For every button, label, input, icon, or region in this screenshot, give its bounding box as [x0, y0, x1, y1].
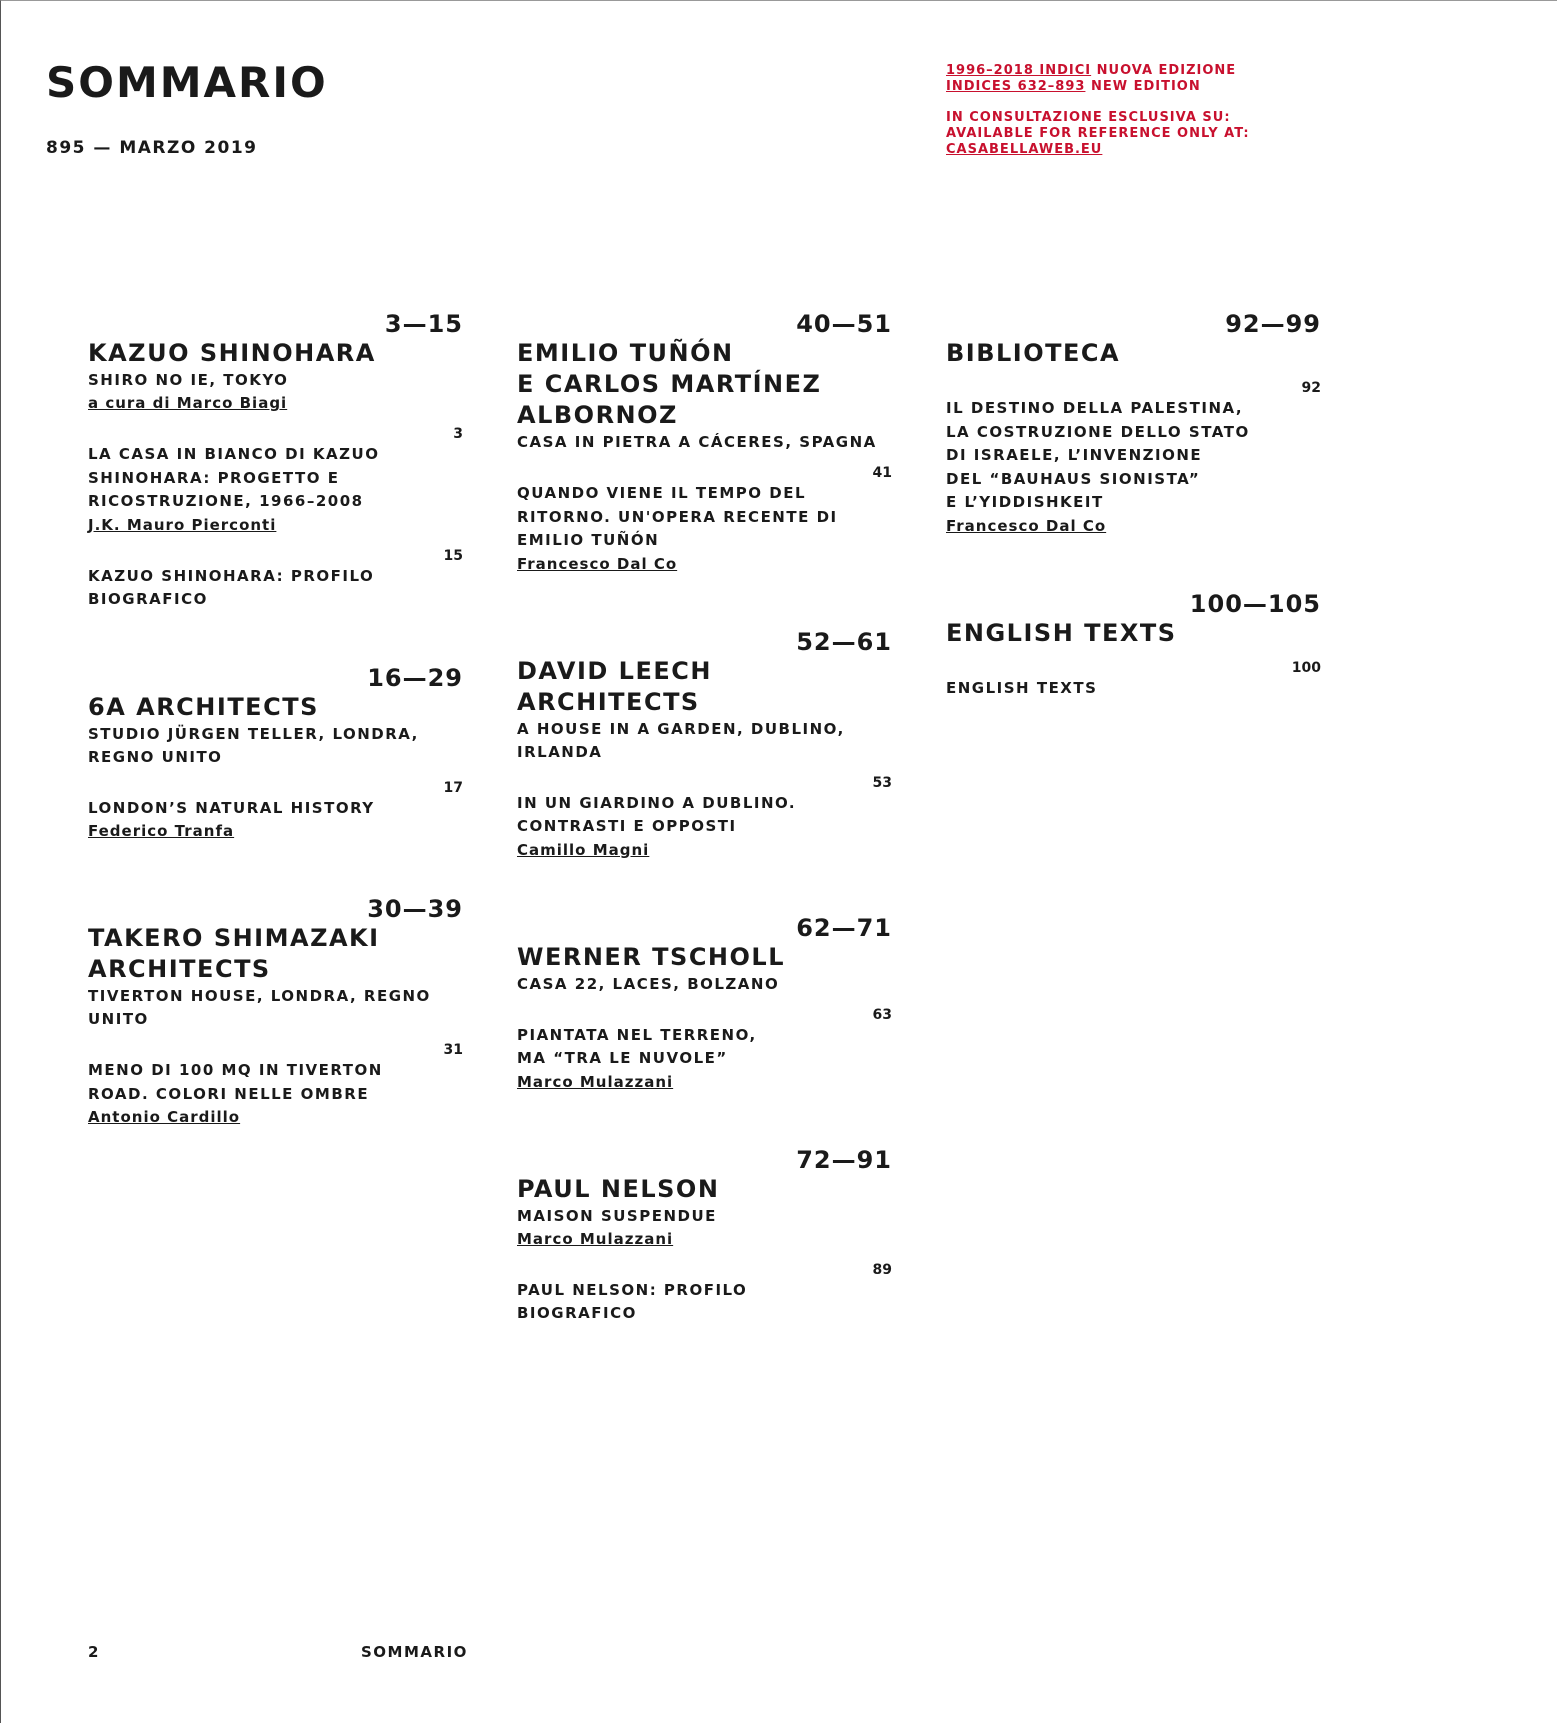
article-title[interactable] [88, 1059, 463, 1106]
article-title-line: IN UN GIARDINO A DUBLINO. [517, 793, 797, 812]
article-title-line: BIOGRAFICO [88, 590, 208, 608]
section-title[interactable] [946, 618, 1321, 649]
indici-link[interactable]: 1996–2018 INDICI [946, 63, 1092, 78]
section-subtitle-line: A HOUSE IN A GARDEN, DUBLINO, [517, 719, 845, 738]
article-author-link[interactable]: Francesco Dal Co [517, 554, 678, 573]
section-page-range: 30—39 [367, 895, 463, 923]
article-entry [946, 379, 1321, 538]
article-title-line: QUANDO VIENE IL TEMPO DEL [517, 484, 807, 502]
article-entry [517, 774, 892, 862]
section-title[interactable] [517, 656, 892, 718]
article-entry [88, 1041, 463, 1129]
section-page-range: 40—51 [796, 310, 892, 338]
footer-section-label: SOMMARIO [361, 1643, 468, 1661]
article-title-line: LA CASA IN BIANCO DI KAZUO [88, 445, 380, 463]
section-title[interactable] [946, 338, 1321, 369]
article-title[interactable] [88, 797, 463, 821]
notice-line-4: AVAILABLE FOR REFERENCE ONLY AT: [946, 126, 1250, 141]
article-title[interactable] [88, 443, 463, 514]
section-title[interactable] [517, 1174, 892, 1205]
section-subtitle-line: STUDIO JÜRGEN TELLER, LONDRA, [88, 724, 419, 743]
article-title[interactable] [517, 482, 892, 553]
article-page-number: 41 [872, 465, 892, 481]
article-page-number: 92 [1301, 380, 1321, 396]
article-title-line: MENO DI 100 MQ IN TIVERTON [88, 1061, 383, 1079]
section-title-line: PAUL NELSON [517, 1174, 720, 1203]
article-title-line: RICOSTRUZIONE, 1966–2008 [88, 492, 364, 510]
index-notice [946, 63, 1276, 158]
article-title-line: IL DESTINO DELLA PALESTINA, [946, 399, 1244, 417]
article-author-link[interactable]: Federico Tranfa [88, 822, 235, 840]
section-subtitle [88, 723, 463, 769]
section-title-line: DAVID LEECH ARCHITECTS [517, 656, 712, 716]
article-title[interactable] [88, 565, 463, 612]
article-title-line: DI ISRAELE, L’INVENZIONE [946, 446, 1203, 464]
page-title: SOMMARIO [46, 58, 328, 107]
section-subtitle-line: SHIRO NO IE, TOKYO [88, 371, 289, 389]
article-page-number: 15 [443, 547, 463, 564]
article-author-link[interactable]: Marco Mulazzani [517, 1072, 674, 1091]
section-subtitle-line: MAISON SUSPENDUE [517, 1206, 717, 1225]
article-entry [946, 659, 1321, 701]
article-title-line: MA “TRA LE NUVOLE” [517, 1049, 728, 1067]
article-entry [517, 464, 892, 576]
section-title-line: EMILIO TUÑÓN [517, 339, 734, 367]
footer-page-number: 2 [88, 1643, 99, 1661]
article-title-line: SHINOHARA: PROGETTO E [88, 468, 340, 487]
section-subtitle [517, 431, 892, 454]
article-entry [517, 1006, 892, 1094]
toc-section [88, 664, 463, 844]
section-title-line: TAKERO SHIMAZAKI [88, 924, 380, 952]
article-title-line: ROAD. COLORI NELLE OMBRE [88, 1084, 370, 1103]
article-author-link[interactable]: Camillo Magni [517, 840, 650, 859]
section-title[interactable] [88, 338, 463, 369]
section-subtitle [517, 973, 892, 996]
toc-column-2 [517, 310, 892, 1378]
article-page-number: 89 [872, 1261, 892, 1278]
article-title-line: KAZUO SHINOHARA: PROFILO [88, 566, 375, 585]
article-title[interactable] [517, 1024, 892, 1071]
section-title-line: KAZUO SHINOHARA [88, 339, 376, 367]
section-title-line: 6A ARCHITECTS [88, 692, 319, 721]
section-author-link[interactable]: Marco Mulazzani [517, 1229, 674, 1248]
article-title-line: PIANTATA NEL TERRENO, [517, 1025, 757, 1044]
section-title-line: WERNER TSCHOLL [517, 942, 786, 971]
article-author-link[interactable]: Francesco Dal Co [946, 516, 1107, 535]
toc-section [88, 895, 463, 1129]
article-page-number: 3 [453, 426, 463, 442]
section-page-range: 100—105 [1189, 589, 1321, 618]
section-subtitle-line: REGNO UNITO [88, 747, 223, 766]
toc-column-3 [946, 310, 1321, 752]
article-title-line: BIOGRAFICO [517, 1304, 637, 1322]
section-page-range: 72—91 [796, 1145, 892, 1174]
article-author-link[interactable]: J.K. Mauro Pierconti [88, 515, 277, 534]
section-subtitle-line: CASA 22, LACES, BOLZANO [517, 974, 780, 993]
notice-line-1: 1996–2018 INDICI NUOVA EDIZIONE [946, 63, 1237, 78]
article-page-number: 63 [872, 1006, 892, 1023]
section-subtitle [88, 369, 463, 392]
article-title-line: E L’YIDDISHKEIT [946, 493, 1104, 511]
section-subtitle [88, 985, 463, 1031]
toc-column-1 [88, 310, 463, 1181]
article-page-number: 17 [443, 779, 463, 796]
section-title-line: ALBORNOZ [517, 401, 678, 429]
section-title-line: ARCHITECTS [88, 955, 271, 983]
section-page-range: 92—99 [1225, 310, 1321, 338]
notice-line-3: IN CONSULTAZIONE ESCLUSIVA SU: [946, 110, 1231, 125]
article-title-line: EMILIO TUÑÓN [517, 531, 660, 549]
toc-section [517, 1146, 892, 1326]
issue-date: 895 — MARZO 2019 [46, 138, 258, 158]
section-subtitle-line: TIVERTON HOUSE, LONDRA, REGNO [88, 987, 431, 1005]
section-title-line: BIBLIOTECA [946, 339, 1121, 367]
article-title-line: LA COSTRUZIONE DELLO STATO [946, 422, 1250, 441]
article-entry [88, 547, 463, 612]
toc-section [517, 914, 892, 1094]
article-title-line: ENGLISH TEXTS [946, 678, 1098, 697]
section-title[interactable] [88, 923, 463, 985]
article-title-line: LONDON’S NATURAL HISTORY [88, 798, 375, 817]
section-title[interactable] [517, 942, 892, 973]
section-subtitle-line: UNITO [88, 1010, 149, 1028]
section-page-range: 62—71 [796, 913, 892, 942]
toc-section [517, 310, 892, 576]
section-subtitle-line: IRLANDA [517, 742, 603, 761]
notice-line-2: INDICES 632–893 NEW EDITION [946, 79, 1201, 94]
article-title-line: DEL “BAUHAUS SIONISTA” [946, 469, 1201, 488]
article-entry [517, 1261, 892, 1326]
article-title[interactable] [517, 792, 892, 839]
article-author-link[interactable]: Antonio Cardillo [88, 1108, 241, 1126]
section-subtitle [517, 1205, 892, 1228]
article-page-number: 100 [1291, 659, 1321, 676]
article-title-line: PAUL NELSON: PROFILO [517, 1280, 748, 1299]
section-title[interactable] [88, 692, 463, 723]
section-page-range: 3—15 [384, 310, 463, 338]
article-title-line: CONTRASTI E OPPOSTI [517, 817, 737, 835]
section-author-link[interactable]: a cura di Marco Biagi [88, 394, 288, 412]
section-subtitle-line: CASA IN PIETRA A CÁCERES, SPAGNA [517, 433, 877, 451]
article-entry [88, 779, 463, 844]
section-page-range: 52—61 [796, 627, 892, 656]
toc-section [517, 628, 892, 862]
section-subtitle [517, 718, 892, 764]
section-title-line: E CARLOS MARTÍNEZ [517, 370, 822, 398]
article-title[interactable] [946, 397, 1321, 515]
article-page-number: 53 [872, 774, 892, 791]
casabellaweb-link[interactable]: CASABELLAWEB.EU [946, 142, 1103, 157]
article-title[interactable] [946, 677, 1321, 701]
toc-section [946, 590, 1321, 701]
article-title[interactable] [517, 1279, 892, 1326]
article-entry [88, 425, 463, 537]
section-page-range: 16—29 [367, 663, 463, 692]
toc-section [88, 310, 463, 612]
section-title-line: ENGLISH TEXTS [946, 618, 1177, 647]
toc-section [946, 310, 1321, 538]
indices-link[interactable]: INDICES 632–893 [946, 79, 1086, 94]
article-page-number: 31 [443, 1042, 463, 1058]
section-title[interactable] [517, 338, 892, 431]
article-title-line: RITORNO. UN'OPERA RECENTE DI [517, 507, 838, 526]
